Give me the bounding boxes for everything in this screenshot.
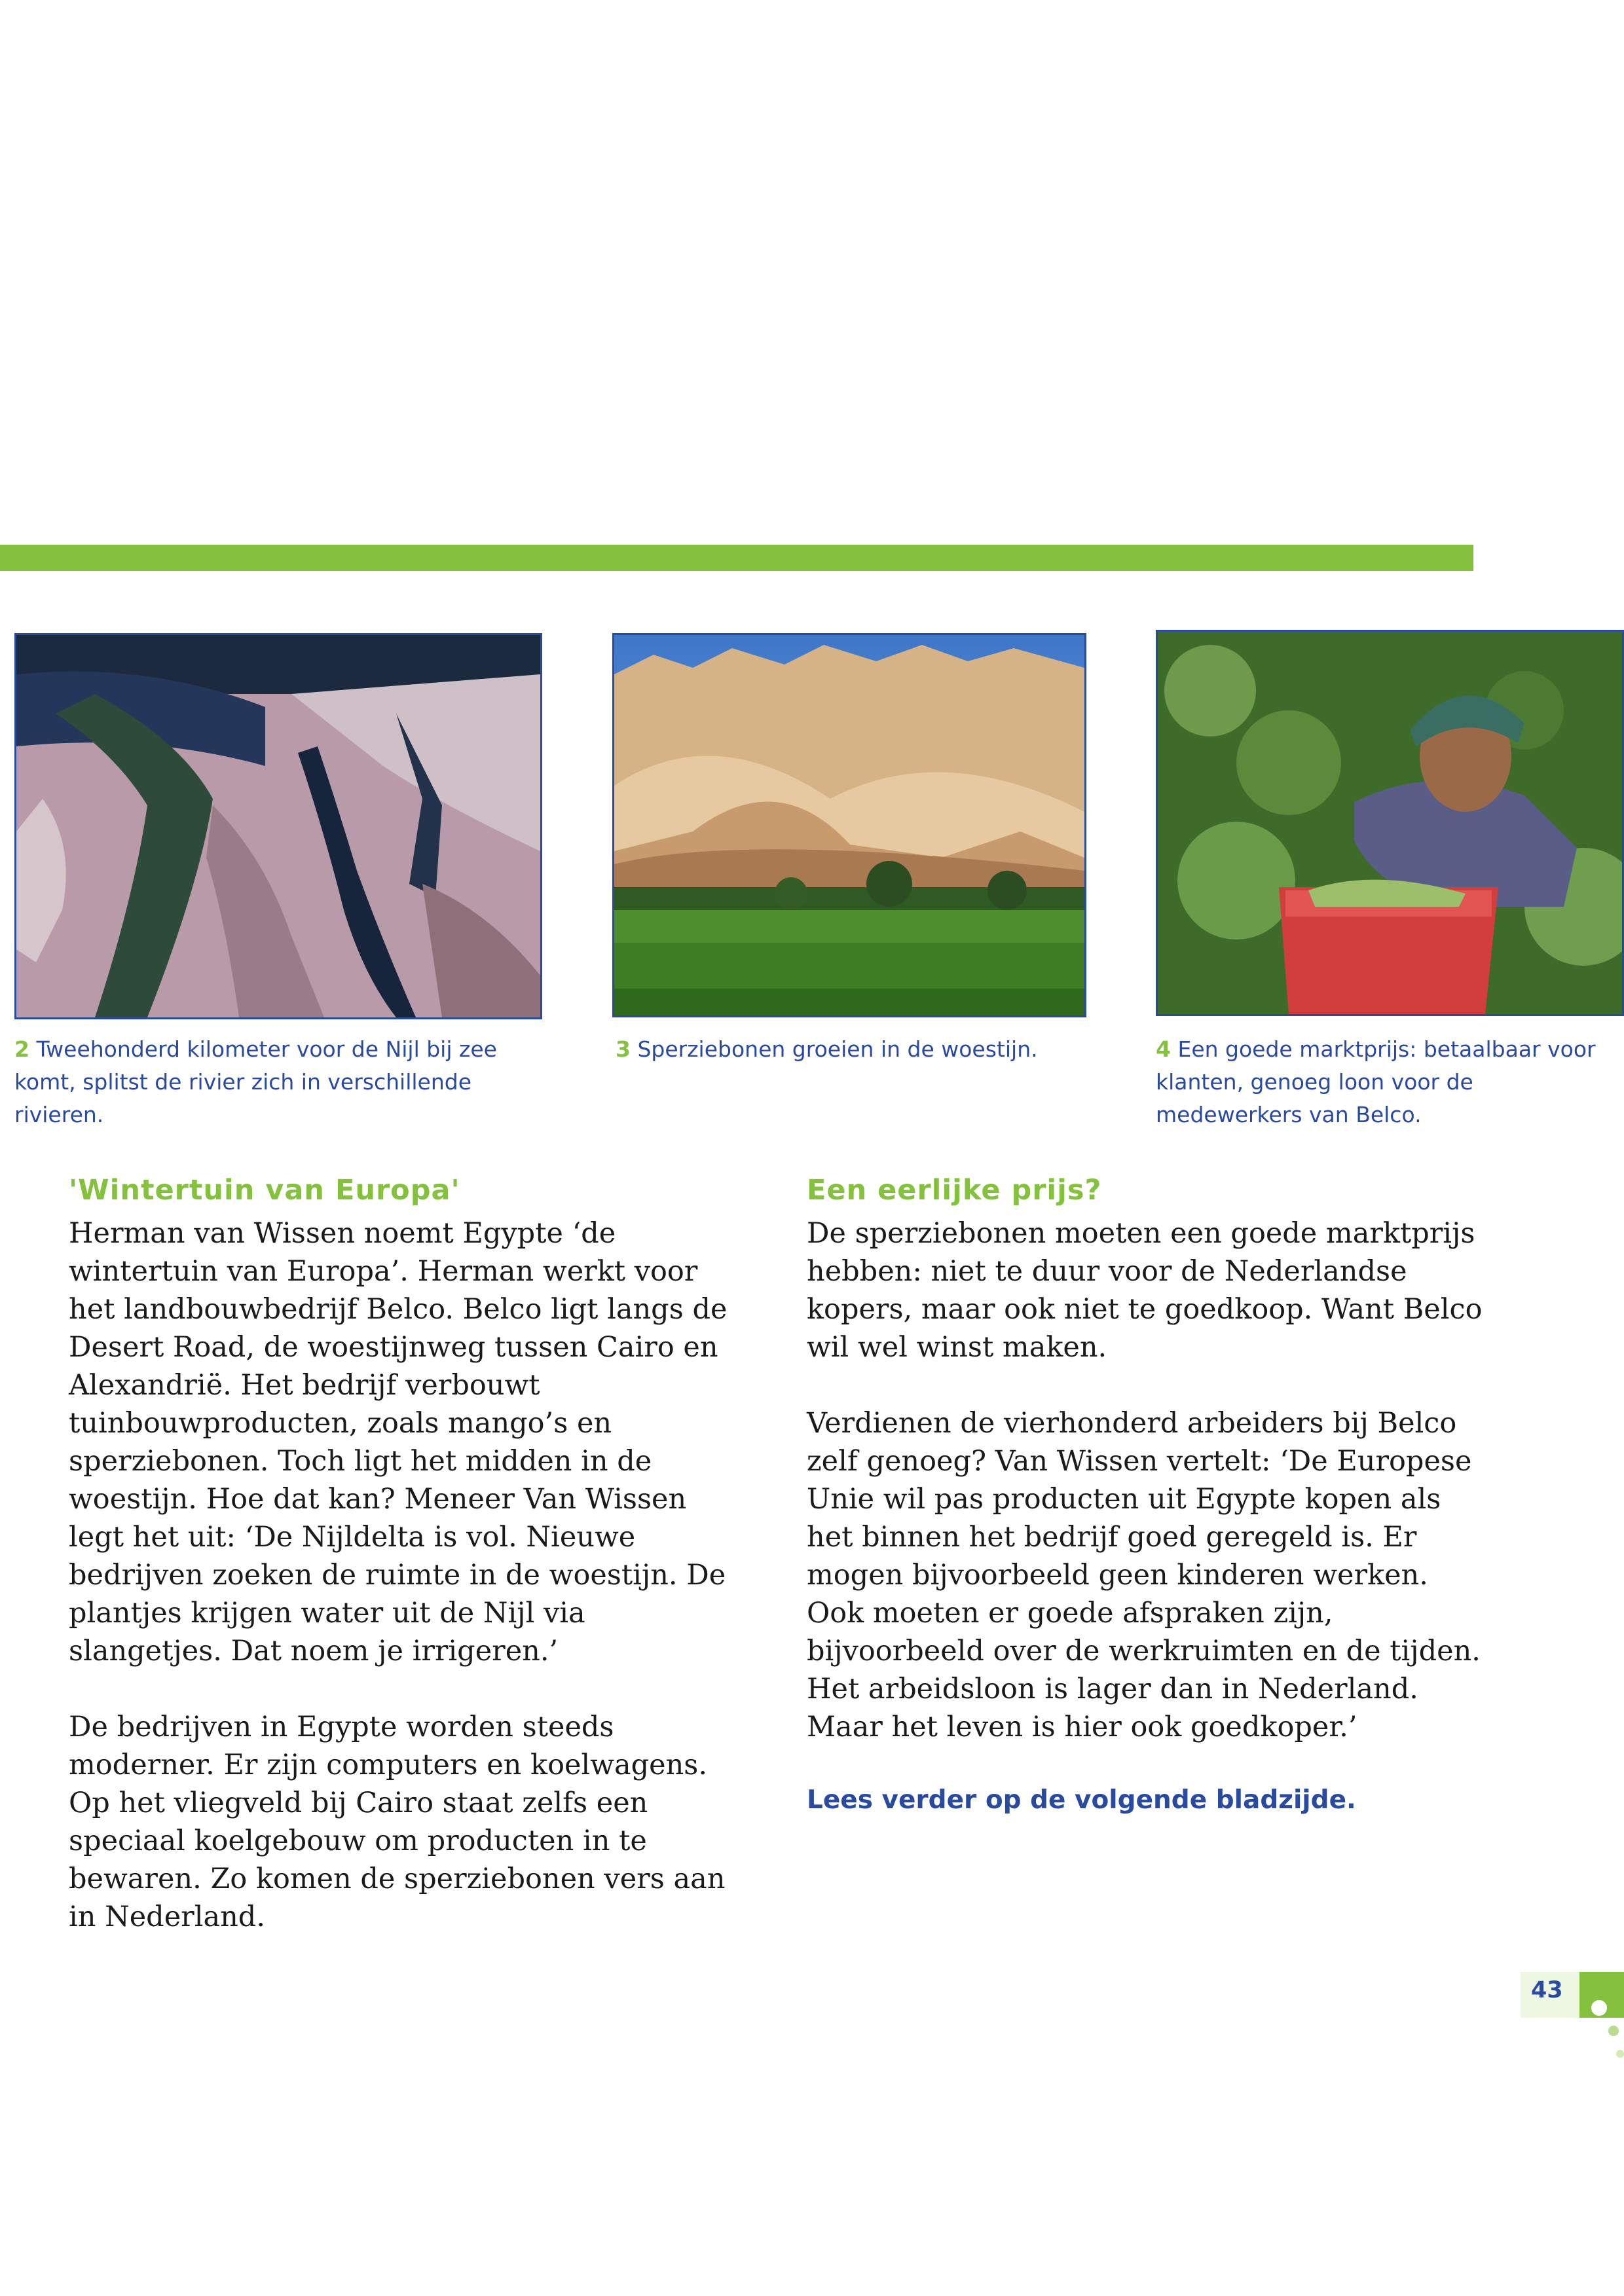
satellite-photo	[14, 633, 542, 1019]
section-heading-eerlijke-prijs: Een eerlijke prijs?	[807, 1174, 1102, 1207]
right-column-text	[807, 1214, 1488, 1746]
paragraph: De bedrijven in Egypte worden steeds moderner. Er zijn computers en koelwagens. Op het vliegveld bij Cairo staat zelfs een speciaal koelgebouw om producten in te bewaren. Zo komen de sperziebonen vers aan in Nederland.	[69, 1711, 726, 1933]
caption-number: 3	[616, 1036, 631, 1062]
caption-number: 4	[1156, 1036, 1171, 1062]
page-corner-decoration	[1579, 1972, 1624, 2064]
caption-text: Een goede marktprijs: betaalbaar voor klanten, genoeg loon voor de medewerkers van Belco.	[1156, 1036, 1596, 1127]
photo-caption-4	[1156, 1033, 1614, 1131]
photo-caption-3	[616, 1033, 1087, 1066]
paragraph: De sperziebonen moeten een goede marktprijs hebben: niet te duur voor de Nederlandse kopers, maar ook niet te goedkoop. Want Belco wil wel winst maken.	[807, 1217, 1483, 1364]
photo-caption-2	[14, 1033, 538, 1131]
paragraph: Herman van Wissen noemt Egypte ‘de wintertuin van Europa’. Herman werkt voor het landbouwbedrijf Belco. Belco ligt langs de Desert Road, de woestijnweg tussen Cairo en Alexandrië. Het bedrijf verbouwt tuinbouwproducten, zoals mango’s en sperziebonen. Toch ligt het midden in de woestijn. Hoe dat kan? Meneer Van Wissen legt het uit: ‘De Nijldelta is vol. Nieuwe bedrijven zoeken de ruimte in de woestijn. De plantjes krijgen water uit de Nijl via slangetjes. Dat noem je irrigeren.’	[69, 1217, 728, 1667]
paragraph: Verdienen de vierhonderd arbeiders bij Belco zelf genoeg? Van Wissen vertelt: ‘De Europese Unie wil pas producten uit Egypte kopen als het binnen het bedrijf goed geregeld is. Er mogen bijvoorbeeld geen kinderen werken. Ook moeten er goede afspraken zijn, bijvoorbeeld over de werkruimten en de tijden. Het arbeidsloon is lager dan in Nederland. Maar het leven is hier ook goedkoper.’	[807, 1407, 1481, 1743]
page-number: 43	[1531, 1977, 1563, 2003]
caption-text: Sperziebonen groeien in de woestijn.	[637, 1036, 1038, 1062]
section-heading-wintertuin: 'Wintertuin van Europa'	[69, 1174, 460, 1207]
caption-number: 2	[14, 1036, 29, 1062]
left-column-text	[69, 1214, 743, 1936]
header-green-bar	[0, 545, 1473, 571]
desert-field-photo	[612, 633, 1086, 1017]
farm-worker-photo	[1156, 630, 1624, 1016]
caption-text: Tweehonderd kilometer voor de Nijl bij zee komt, splitst de rivier zich in verschillende rivieren.	[14, 1036, 497, 1127]
continue-reading-note: Lees verder op de volgende bladzijde.	[807, 1785, 1356, 1815]
